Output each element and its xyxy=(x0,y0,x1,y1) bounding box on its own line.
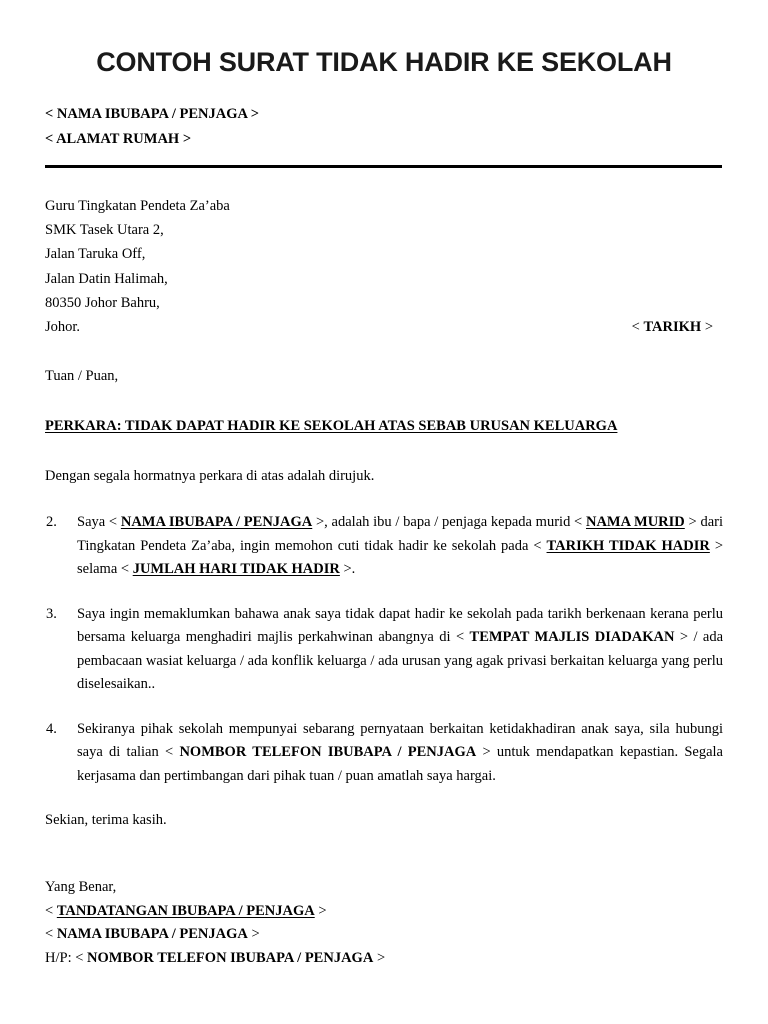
placeholder-bold-underline: JUMLAH HARI TIDAK HADIR xyxy=(132,561,340,578)
text-run: > dari Tingkatan Pendeta Za’aba, ingin memohon cuti tidak hadir ke sekolah pada < xyxy=(77,514,723,554)
placeholder-bold-underline: TANDATANGAN IBUBAPA / PENJAGA xyxy=(56,902,315,919)
paragraph-number: 3. xyxy=(46,605,57,622)
paragraph-text xyxy=(77,721,723,784)
paragraph-number: 2. xyxy=(46,514,57,531)
numbered-paragraph xyxy=(45,603,723,697)
sender-address-placeholder: < ALAMAT RUMAH > xyxy=(45,131,192,147)
recipient-address-line: SMK Tasek Utara 2, xyxy=(45,222,164,239)
recipient-address-line: Jalan Taruka Off, xyxy=(45,246,146,263)
text-run: >. xyxy=(339,561,356,578)
text-run: Sekiranya pihak sekolah mempunyai sebarang pernyataan berkaitan ketidakhadiran anak saya, sila hubungi saya di talian < xyxy=(77,720,723,761)
date-placeholder: < TARIKH > xyxy=(631,319,713,336)
recipient-address-block xyxy=(45,194,723,339)
placeholder-bold: NAMA IBUBAPA / PENJAGA xyxy=(56,926,248,943)
text-run: > / ada pembacaan wasiat keluarga / ada konflik keluarga / ada urusan yang agak privasi berkaitan keluarga yang perlu diselesaikan.. xyxy=(77,629,724,693)
placeholder-bold-underline: NAMA MURID xyxy=(585,514,685,531)
recipient-address-line: Jalan Datin Halimah, xyxy=(45,270,168,287)
placeholder-bold: NOMBOR TELEFON IBUBAPA / PENJAGA xyxy=(179,744,477,761)
text-run: > xyxy=(247,926,260,943)
signature-block xyxy=(45,876,723,970)
recipient-address-line: Guru Tingkatan Pendeta Za’aba xyxy=(45,198,230,214)
intro-paragraph: Dengan segala hormatnya perkara di atas adalah dirujuk. xyxy=(45,468,375,485)
text-run: > xyxy=(373,949,386,966)
recipient-address-line: Johor. xyxy=(45,319,81,336)
text-run: > selama < xyxy=(77,537,723,578)
text-run: Saya ingin memaklumkan bahawa anak saya tidak dapat hadir ke sekolah pada tarikh berkenaan kerana perlu bersama keluarga menghadiri majlis perkahwinan abangnya di < xyxy=(77,605,723,646)
salutation: Tuan / Puan, xyxy=(45,368,119,385)
placeholder-bold-underline: NAMA IBUBAPA / PENJAGA xyxy=(120,514,313,531)
text-run: Saya < xyxy=(77,514,121,531)
numbered-paragraph xyxy=(45,718,723,789)
header-divider-rule xyxy=(45,165,722,168)
numbered-paragraph-list xyxy=(45,511,723,788)
signature-lines xyxy=(45,900,723,971)
recipient-address-line: 80350 Johor Bahru, xyxy=(45,294,160,311)
sender-name-placeholder: < NAMA IBUBAPA / PENJAGA > xyxy=(45,106,260,122)
numbered-paragraph xyxy=(45,511,723,582)
text-run: < xyxy=(45,926,57,943)
text-run: H/P: < xyxy=(45,949,88,966)
page-title: CONTOH SURAT TIDAK HADIR KE SEKOLAH xyxy=(96,47,672,77)
text-run: < xyxy=(45,902,57,919)
closing-line: Sekian, terima kasih. xyxy=(45,812,167,829)
placeholder-bold: NOMBOR TELEFON IBUBAPA / PENJAGA xyxy=(87,949,374,966)
text-run: >, adalah ibu / bapa / penjaga kepada murid < xyxy=(312,514,586,531)
valediction: Yang Benar, xyxy=(45,879,117,896)
paragraph-number: 4. xyxy=(46,720,57,737)
paragraph-text xyxy=(77,606,723,693)
recipient-address-lines xyxy=(45,194,723,315)
signature-line xyxy=(45,923,723,947)
text-run: > xyxy=(314,902,327,919)
signature-line xyxy=(45,900,723,924)
date-placeholder-label: TARIKH xyxy=(643,319,702,336)
signature-line xyxy=(45,947,723,971)
paragraph-text xyxy=(77,514,723,577)
sender-address-block xyxy=(45,102,723,152)
placeholder-bold-underline: TARIKH TIDAK HADIR xyxy=(546,537,710,554)
recipient-last-line-row xyxy=(45,315,723,339)
text-run: > untuk mendapatkan kepastian. Segala kerjasama dan pertimbangan dari pihak tuan / puan amatlah saya hargai. xyxy=(77,744,723,784)
document-body xyxy=(45,0,723,970)
subject-line: PERKARA: TIDAK DAPAT HADIR KE SEKOLAH ATAS SEBAB URUSAN KELUARGA xyxy=(45,418,618,435)
placeholder-bold: TEMPAT MAJLIS DIADAKAN xyxy=(469,629,675,646)
